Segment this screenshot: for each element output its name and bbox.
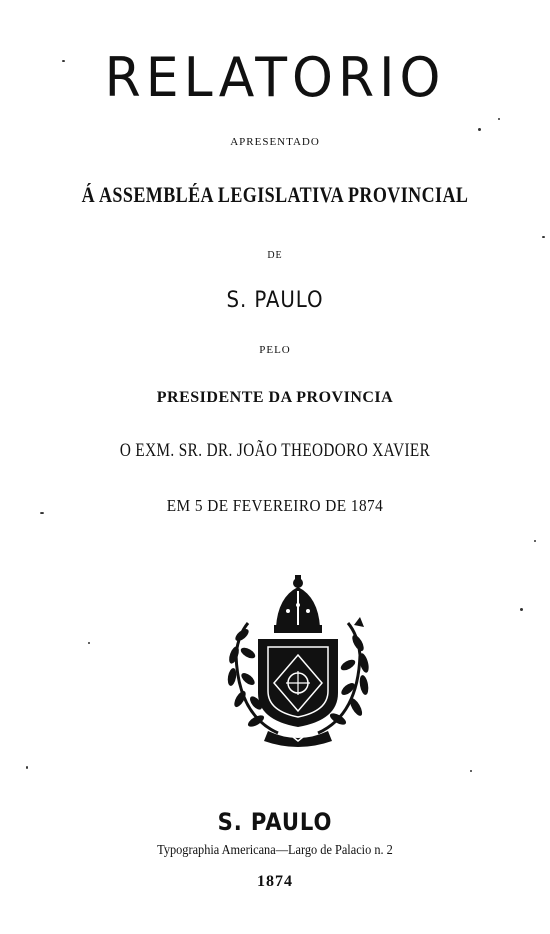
by-text: PELO [259, 344, 291, 356]
imprint-year: 1874 [257, 873, 293, 890]
print-speck [534, 540, 536, 542]
print-speck [40, 512, 44, 514]
imperial-coat-of-arms-icon [218, 575, 378, 750]
office-title: PRESIDENTE DA PROVINCIA [156, 389, 394, 406]
print-speck [88, 642, 90, 644]
imprint-city: S. PAULO [217, 808, 333, 836]
presented-text: APRESENTADO [230, 136, 320, 148]
print-speck [542, 236, 545, 238]
document-title: RELATORIO [104, 46, 446, 110]
printer-line: Typographia Americana—Largo de Palacio n. 2 [157, 843, 393, 858]
president-name: O EXM. SR. DR. JOÃO THEODORO XAVIER [119, 440, 431, 461]
print-speck [62, 60, 65, 62]
report-date: EM 5 DE FEVEREIRO DE 1874 [166, 496, 384, 515]
of-text: DE [267, 250, 283, 261]
print-speck [26, 766, 28, 769]
print-speck [520, 608, 523, 611]
print-speck [478, 128, 481, 131]
province-name: S. PAULO [226, 288, 324, 313]
print-speck [498, 118, 500, 120]
print-speck [470, 770, 472, 772]
assembly-heading: Á ASSEMBLÉA LEGISLATIVA PROVINCIAL [81, 182, 469, 207]
